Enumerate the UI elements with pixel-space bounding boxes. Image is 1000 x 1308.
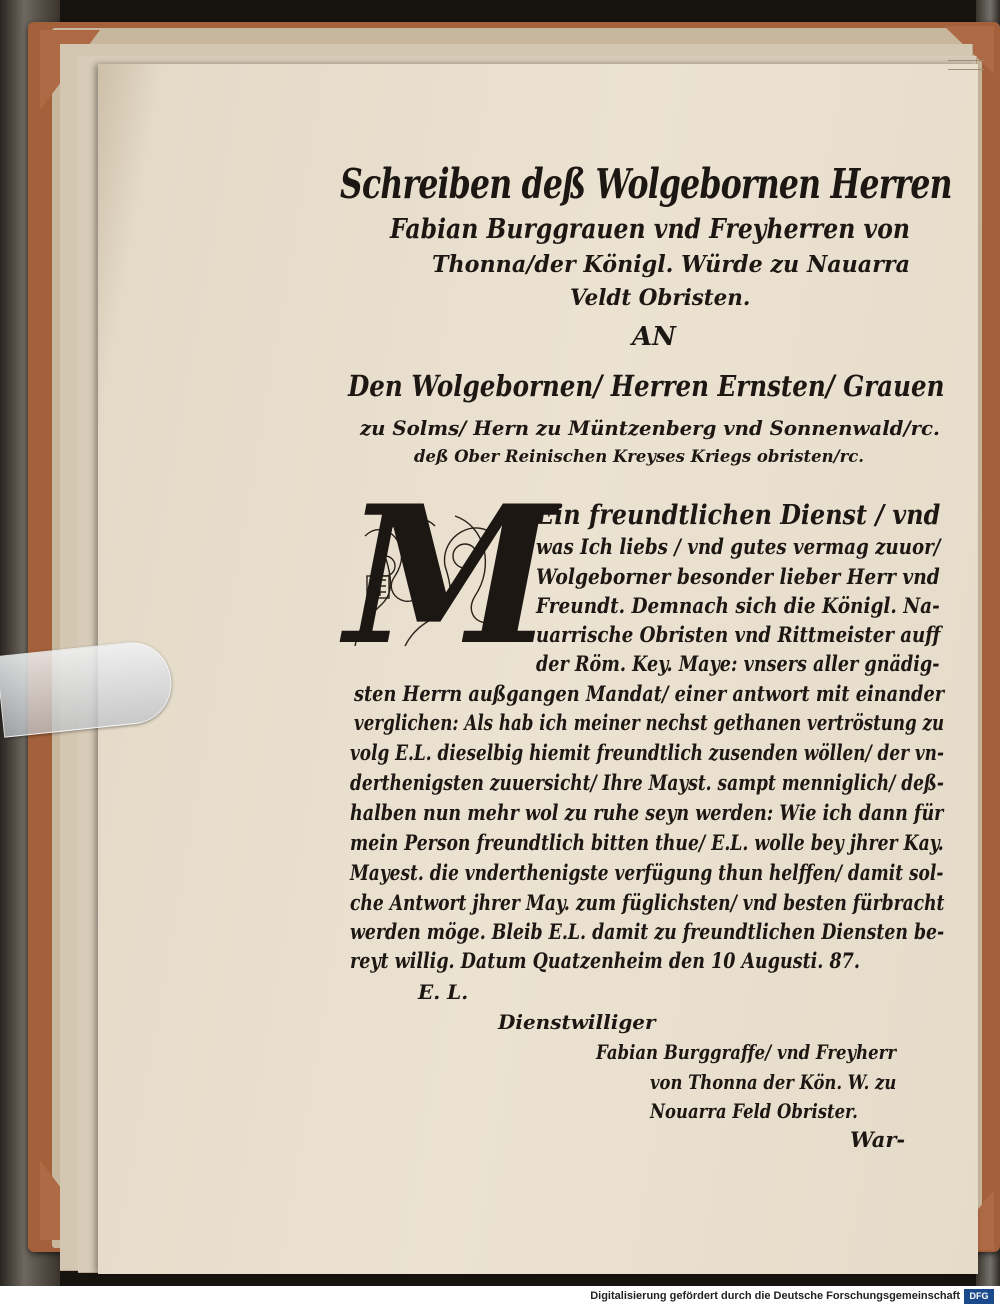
body-line: Wolgeborner besonder lieber Herr vnd [536, 564, 940, 589]
address-line-3: deß Ober Reinischen Kreyses Kriegs obristen/rc. [414, 447, 865, 467]
body-line: Freundt. Demnach sich die Königl. Na- [536, 593, 940, 618]
body-line: derthenigsten zuuersicht/ Ihre Mayst. sampt menniglich/ deß- [350, 770, 944, 795]
footer-credit: Digitalisierung gefördert durch die Deutsche Forschungsgemeinschaft [590, 1290, 960, 1302]
body-line: che Antwort jhrer May. zum füglichsten/ vnd besten fürbracht [350, 890, 945, 915]
signature-line-3: Nouarra Feld Obrister. [650, 1099, 858, 1123]
signature-line-1: Fabian Burggraffe/ vnd Freyherr [596, 1040, 897, 1064]
body-line: mein Person freundtlich bitten thue/ E.L. wolle bey jhrer Kay. [350, 830, 944, 855]
address-line-1: Den Wolgebornen/ Herren Ernsten/ Grauen [348, 369, 945, 403]
title-line-1: Schreiben deß Wolgebornen Herren [340, 160, 952, 208]
catchword: War- [850, 1127, 906, 1152]
closing-abbrev: E. L. [418, 980, 469, 1004]
body-line: Mayest. die vnderthenigste verfügung thun helffen/ damit sol- [350, 860, 944, 885]
title-line-2: Fabian Burggrauen vnd Freyherren von [390, 214, 911, 245]
body-line: halben nun mehr wol zu ruhe seyn werden: Wie ich dann für [350, 800, 944, 825]
initial-letter: M [345, 464, 556, 687]
closing-dienstwilliger: Dienstwilliger [498, 1010, 656, 1034]
an-heading: AN [632, 322, 676, 352]
body-line: reyt willig. Datum Quatzenheim den 10 Augusti. 87. [350, 948, 860, 973]
address-line-2: zu Solms/ Hern zu Müntzenberg vnd Sonnenwald/rc. [360, 416, 940, 440]
body-line: der Röm. Key. Maye: vnsers aller gnädig- [536, 651, 940, 676]
dfg-logo: DFG [964, 1289, 994, 1304]
body-line: verglichen: Als hab ich meiner nechst gethanen vertröstung zu [354, 710, 945, 735]
title-line-3: Thonna/der Königl. Würde zu Nauarra [432, 251, 911, 278]
signature-line-2: von Thonna der Kön. W. zu [650, 1070, 897, 1094]
body-line: werden möge. Bleib E.L. damit zu freundtlichen Diensten be- [350, 919, 945, 944]
body-line: uarrische Obristen vnd Rittmeister auff [536, 622, 941, 647]
title-line-4: Veldt Obristen. [570, 285, 751, 311]
body-line: volg E.L. dieselbig hiemit freundtlich zusenden wöllen/ der vn- [350, 740, 944, 765]
decorated-initial [345, 464, 556, 687]
page-edges [948, 60, 984, 70]
footer-bar [0, 1286, 1000, 1308]
body-line: Ein freundtlichen Dienst / vnd [536, 500, 941, 531]
body-line: sten Herrn außgangen Mandat/ einer antwort mit einander [354, 681, 945, 706]
body-line: was Ich liebs / vnd gutes vermag zuuor/ [536, 534, 941, 559]
